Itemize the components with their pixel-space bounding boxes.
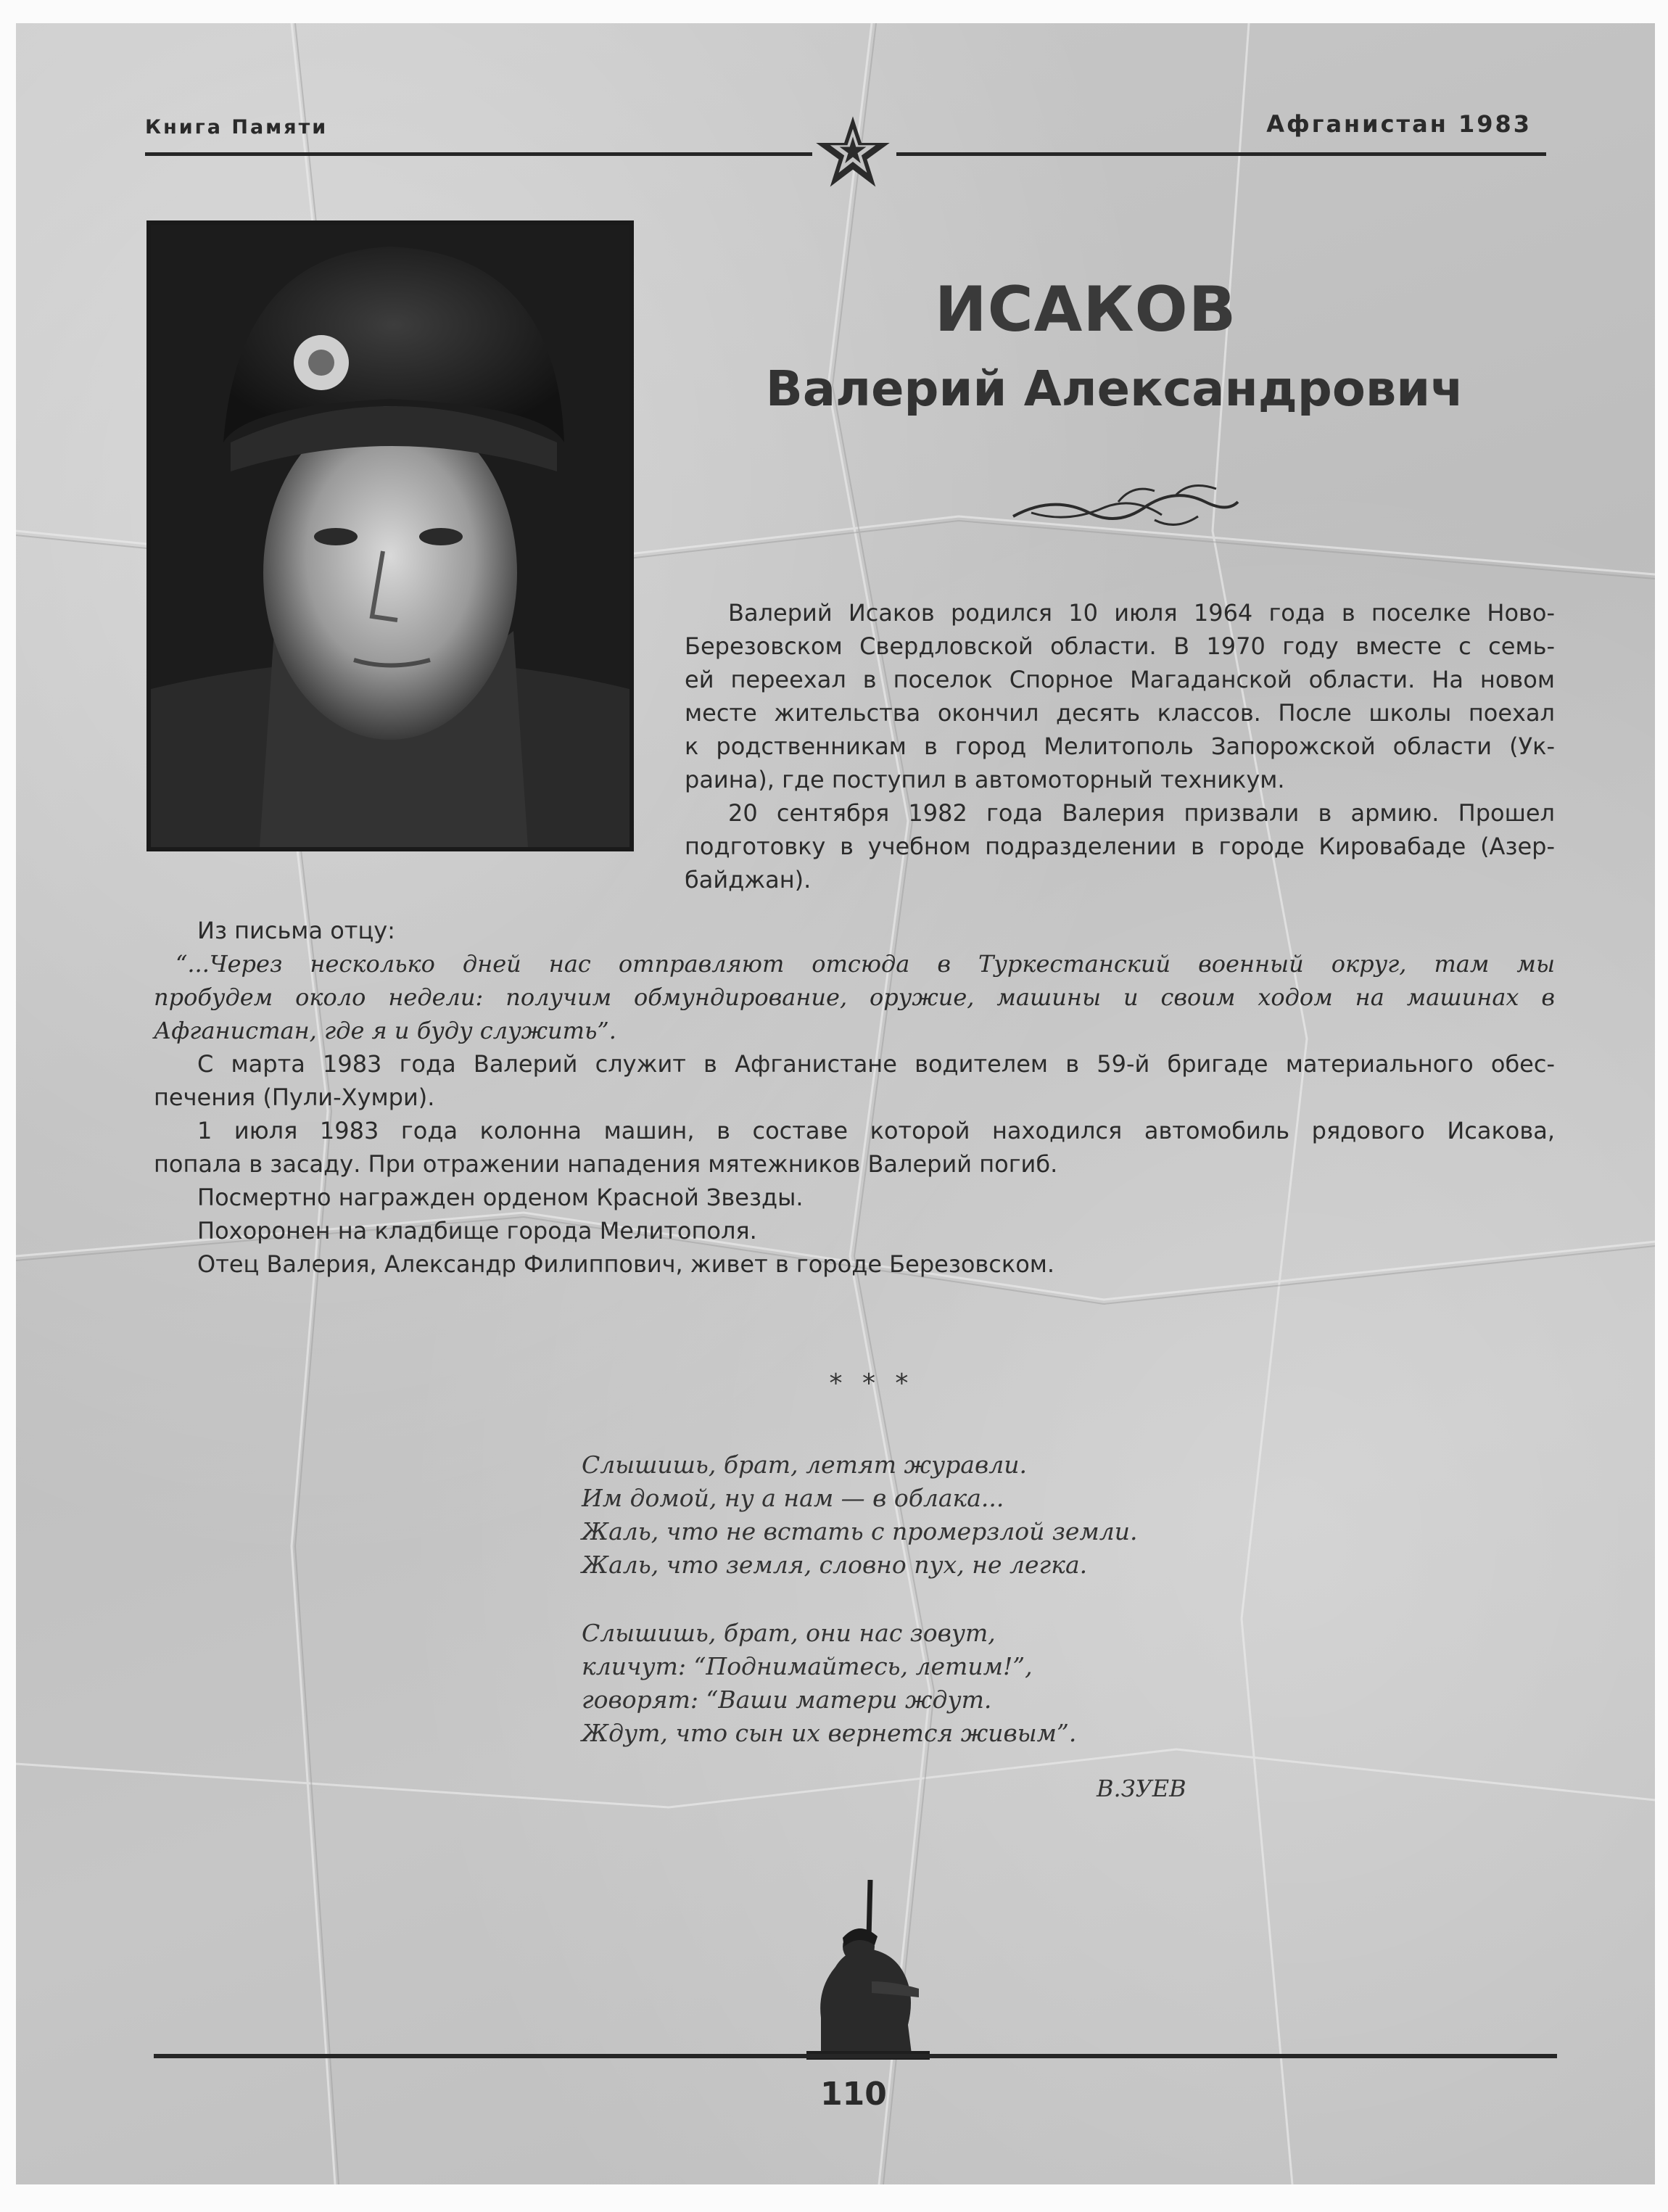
letter-intro: Из письма отцу:	[197, 917, 395, 944]
biography-line: печения (Пули-Хумри).	[154, 1084, 435, 1111]
biography-line: С марта 1983 года Валерий служит в Афганистане водителем в 59-й бригаде материального обес-	[197, 1050, 1555, 1078]
surname-heading: ИСАКОВ	[934, 273, 1237, 346]
biography-line: байджан).	[685, 866, 812, 894]
biography-line: Валерий Исаков родился 10 июля 1964 года в поселке Ново-	[728, 599, 1555, 627]
poem-line: кличут: “Поднимайтесь, летим!”,	[582, 1652, 1033, 1680]
biography-line: раина), где поступил в автомоторный техникум.	[685, 766, 1285, 793]
poem-line: Жаль, что земля, словно пух, не легка.	[582, 1551, 1088, 1579]
biography-intro	[685, 596, 1555, 896]
poem-line: Ждут, что сын их вернется живым”.	[582, 1719, 1077, 1747]
soldier-memorial-icon	[777, 1880, 951, 2061]
biography-line: Отец Валерия, Александр Филиппович, живет в городе Березовском.	[197, 1250, 1055, 1278]
header-rule-right	[896, 152, 1546, 156]
letter-quote-line: Афганистан, где я и буду служить”.	[154, 1017, 616, 1044]
running-head-right: Афганистан 1983	[1266, 110, 1532, 138]
poem-author: В.ЗУЕВ	[1097, 1775, 1186, 1802]
poem-line: Слышишь, брат, летят журавли.	[582, 1450, 1027, 1479]
given-names-heading: Валерий Александрович	[765, 360, 1464, 417]
biography-line: ей переехал в поселок Спорное Магаданской области. На новом	[685, 666, 1555, 693]
footer-rule	[154, 2054, 1557, 2058]
flourish-ornament-icon	[1010, 480, 1242, 538]
biography-continued	[154, 914, 1555, 1281]
biography-line: месте жительства окончил десять классов. После школы поехал	[685, 699, 1555, 727]
biography-line: Похоронен на кладбище города Мелитополя.	[197, 1217, 757, 1245]
header-rule-left	[145, 152, 812, 156]
biography-line: 20 сентября 1982 года Валерия призвали в армию. Прошел	[728, 799, 1555, 827]
letter-quote-line: “...Через несколько дней нас отправляют отсюда в Туркестанский военный округ, там мы	[176, 950, 1555, 978]
portrait-image	[151, 225, 629, 847]
page-number: 110	[820, 2076, 887, 2113]
poem-line: Им домой, ну а нам — в облака...	[582, 1484, 1004, 1512]
poem-line: Слышишь, брат, они нас зовут,	[582, 1619, 996, 1647]
page	[16, 23, 1655, 2184]
biography-line: к родственникам в город Мелитополь Запорожской области (Ук-	[685, 732, 1555, 760]
portrait-photo	[146, 220, 634, 851]
biography-line: попала в засаду. При отражении нападения мятежников Валерий погиб.	[154, 1150, 1058, 1178]
stanza-gap	[582, 1582, 1234, 1617]
biography-line: Березовском Свердловской области. В 1970 году вместе с семь-	[685, 632, 1555, 660]
poem-line: говорят: “Ваши матери ждут.	[582, 1685, 992, 1714]
poem-separator: * * *	[829, 1369, 914, 1398]
running-head-left: Книга Памяти	[145, 116, 329, 139]
biography-line: Посмертно награжден орденом Красной Звезды.	[197, 1184, 804, 1211]
biography-line: подготовку в учебном подразделении в городе Кировабаде (Азер-	[685, 833, 1555, 860]
star-icon	[814, 113, 892, 191]
poem	[582, 1448, 1234, 1750]
poem-line: Жаль, что не встать с промерзлой земли.	[582, 1517, 1138, 1545]
biography-line: 1 июля 1983 года колонна машин, в составе которой находился автомобиль рядового Исакова,	[197, 1117, 1555, 1144]
letter-quote-line: пробудем около недели: получим обмундирование, оружие, машины и своим ходом на машинах в	[154, 983, 1555, 1011]
